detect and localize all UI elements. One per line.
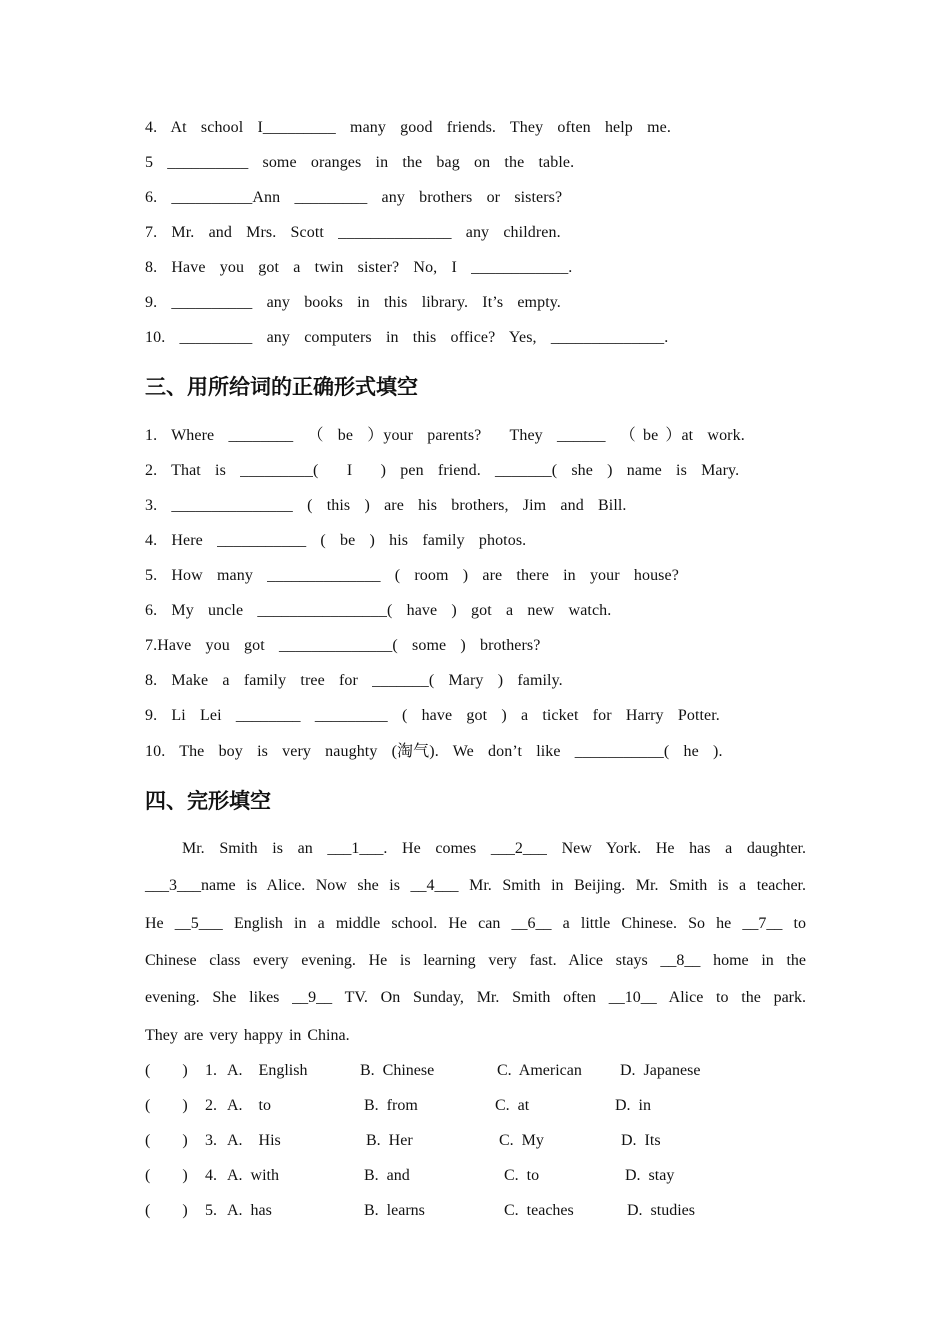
answer-bracket[interactable]: ( ) bbox=[145, 1062, 188, 1079]
option-a: A. has bbox=[227, 1202, 272, 1219]
exercise-item: 6. My uncle ________________( have ) got a new watch. bbox=[145, 602, 612, 619]
section-3-heading: 三、用所给词的正确形式填空 bbox=[145, 375, 418, 399]
option-b: B. Chinese bbox=[360, 1062, 435, 1079]
option-c: C. teaches bbox=[504, 1202, 574, 1219]
exercise-item: 8. Have you got a twin sister? No, I ____________. bbox=[145, 259, 573, 276]
question-row bbox=[145, 1061, 806, 1081]
exercise-item: 10. The boy is very naughty (淘气). We don’t like ___________( he ). bbox=[145, 743, 723, 760]
question-number: 1. bbox=[205, 1062, 217, 1079]
exercise-item: 2. That is _________( I ) pen friend. _______( she ) name is Mary. bbox=[145, 462, 740, 479]
option-d: D. in bbox=[615, 1097, 651, 1114]
option-c: C. to bbox=[504, 1167, 540, 1184]
option-b: B. learns bbox=[364, 1202, 425, 1219]
option-b: B. from bbox=[364, 1097, 418, 1114]
exercise-item: 10. _________ any computers in this office? Yes, ______________. bbox=[145, 329, 669, 346]
answer-bracket[interactable]: ( ) bbox=[145, 1097, 188, 1114]
option-c: C. at bbox=[495, 1097, 530, 1114]
passage-line: evening. She likes __9__ TV. On Sunday, Mr. Smith often __10__ Alice to the park. bbox=[145, 989, 806, 1006]
option-a: A. English bbox=[227, 1062, 308, 1079]
answer-bracket[interactable]: ( ) bbox=[145, 1202, 188, 1219]
option-d: D. Japanese bbox=[620, 1062, 701, 1079]
exercise-item: 8. Make a family tree for _______( Mary ) family. bbox=[145, 672, 563, 689]
question-row bbox=[145, 1096, 806, 1116]
question-number: 3. bbox=[205, 1132, 217, 1149]
question-row bbox=[145, 1166, 806, 1186]
passage-line: They are very happy in China. bbox=[145, 1027, 350, 1044]
question-number: 4. bbox=[205, 1167, 217, 1184]
passage-line: Mr. Smith is an ___1___. He comes ___2___ New York. He has a daughter. bbox=[182, 840, 806, 857]
option-a: A. to bbox=[227, 1097, 271, 1114]
option-d: D. studies bbox=[627, 1202, 695, 1219]
passage-line: ___3___name is Alice. Now she is __4___ Mr. Smith in Beijing. Mr. Smith is a teacher. bbox=[145, 877, 806, 894]
passage-line: Chinese class every evening. He is learning very fast. Alice stays __8__ home in the bbox=[145, 952, 806, 969]
exercise-item: 5 __________ some oranges in the bag on the table. bbox=[145, 154, 575, 171]
answer-bracket[interactable]: ( ) bbox=[145, 1132, 188, 1149]
section-4-heading: 四、完形填空 bbox=[145, 789, 271, 813]
exercise-item: 7.Have you got ______________( some ) brothers? bbox=[145, 637, 541, 654]
option-b: B. and bbox=[364, 1167, 410, 1184]
answer-bracket[interactable]: ( ) bbox=[145, 1167, 188, 1184]
option-b: B. Her bbox=[366, 1132, 413, 1149]
question-number: 5. bbox=[205, 1202, 217, 1219]
option-d: D. stay bbox=[625, 1167, 675, 1184]
option-d: D. Its bbox=[621, 1132, 661, 1149]
option-c: C. My bbox=[499, 1132, 544, 1149]
question-row bbox=[145, 1201, 806, 1221]
option-a: A. His bbox=[227, 1132, 281, 1149]
option-a: A. with bbox=[227, 1167, 279, 1184]
exercise-item: 6. __________Ann _________ any brothers or sisters? bbox=[145, 189, 563, 206]
passage-line: He __5___ English in a middle school. He can __6__ a little Chinese. So he __7__ to bbox=[145, 915, 806, 932]
exercise-item: 9. __________ any books in this library. It’s empty. bbox=[145, 294, 561, 311]
exercise-item: 1. Where ________ （ be ）your parents? They ______ （ be ）at work. bbox=[145, 427, 745, 444]
exercise-item: 4. Here ___________ ( be ) his family photos. bbox=[145, 532, 527, 549]
question-number: 2. bbox=[205, 1097, 217, 1114]
exercise-item: 7. Mr. and Mrs. Scott ______________ any children. bbox=[145, 224, 561, 241]
option-c: C. American bbox=[497, 1062, 582, 1079]
exercise-item: 5. How many ______________ ( room ) are there in your house? bbox=[145, 567, 679, 584]
exercise-item: 4. At school I_________ many good friends. They often help me. bbox=[145, 119, 671, 136]
question-row bbox=[145, 1131, 806, 1151]
exercise-item: 3. _______________ ( this ) are his brothers, Jim and Bill. bbox=[145, 497, 627, 514]
exercise-item: 9. Li Lei ________ _________ ( have got ) a ticket for Harry Potter. bbox=[145, 707, 720, 724]
